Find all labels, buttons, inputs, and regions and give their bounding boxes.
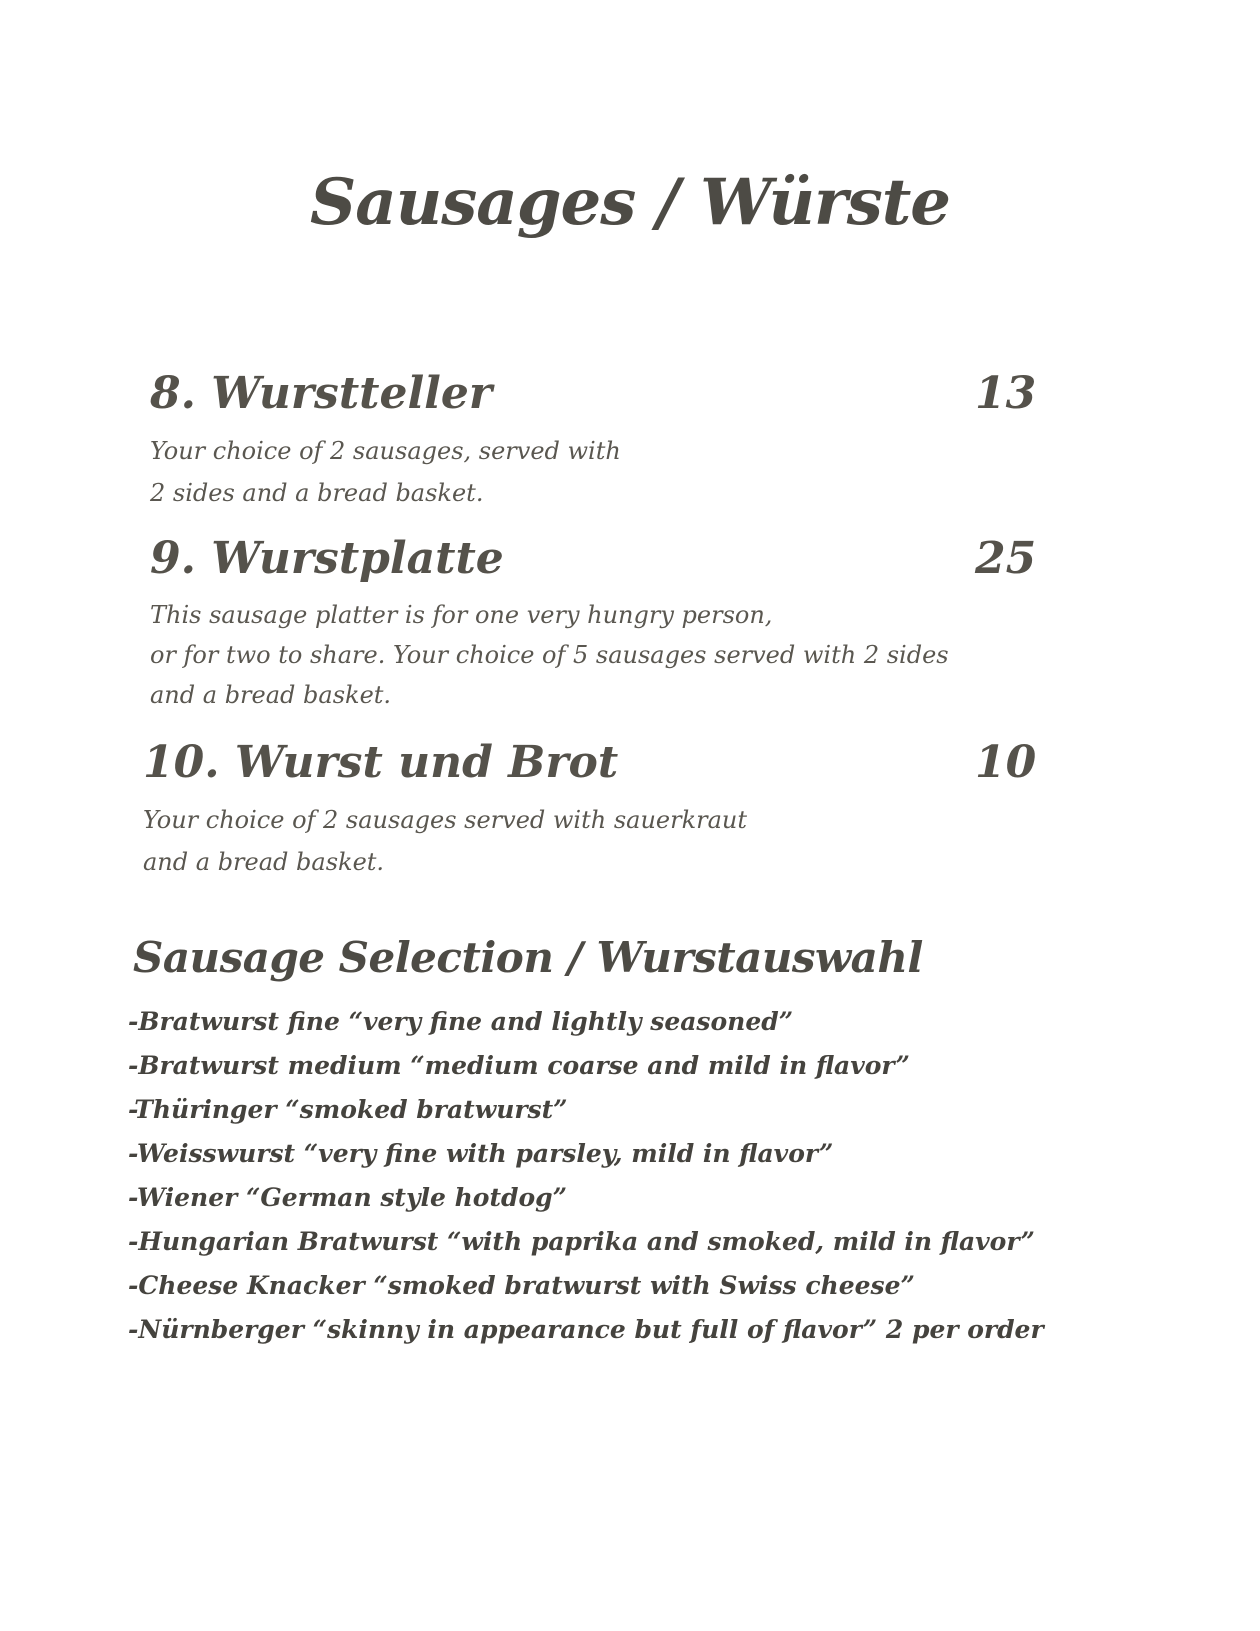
menu-item [150, 533, 1037, 715]
description-line: and a bread basket. [150, 681, 392, 709]
sausage-option: -Weisswurst “very fine with parsley, mild in flavor” [128, 1139, 834, 1168]
menu-item-price: 10 [975, 737, 1037, 788]
menu-item-description [143, 799, 1023, 883]
sausage-option: -Thüringer “smoked bratwurst” [128, 1095, 568, 1124]
menu-item-price: 13 [975, 368, 1037, 419]
menu-item-name: 9. Wurstplatte [150, 533, 504, 584]
description-line: and a bread basket. [143, 848, 385, 876]
description-line: or for two to share. Your choice of 5 sausages served with 2 sides [150, 641, 949, 669]
menu-item [143, 737, 1037, 883]
page-title: Sausages / Würste [310, 165, 950, 240]
sausage-option: -Hungarian Bratwurst “with paprika and smoked, mild in flavor” [128, 1227, 1035, 1256]
sausage-option: -Cheese Knacker “smoked bratwurst with Swiss cheese” [128, 1271, 915, 1300]
description-line: This sausage platter is for one very hungry person, [150, 601, 773, 629]
menu-item [150, 368, 1037, 514]
sausage-selection-title: Sausage Selection / Wurstauswahl [133, 933, 923, 982]
menu-item-name: 8. Wurstteller [150, 368, 493, 419]
menu-item-description [150, 595, 1030, 715]
sausage-option: -Bratwurst medium “medium coarse and mild in flavor” [128, 1051, 910, 1080]
menu-item-price: 25 [975, 533, 1037, 584]
menu-item-header [143, 737, 1037, 797]
menu-item-name: 10. Wurst und Brot [143, 737, 619, 788]
sausage-option: -Bratwurst fine “very fine and lightly seasoned” [128, 1007, 794, 1036]
menu-item-header [150, 368, 1037, 428]
description-line: Your choice of 2 sausages served with sauerkraut [143, 806, 748, 834]
description-line: 2 sides and a bread basket. [150, 479, 484, 507]
menu-item-header [150, 533, 1037, 593]
sausage-option: -Wiener “German style hotdog” [128, 1183, 568, 1212]
menu-item-description [150, 430, 1030, 514]
sausage-selection-list [128, 1000, 1044, 1352]
sausage-option: -Nürnberger “skinny in appearance but full of flavor” 2 per order [128, 1315, 1044, 1344]
description-line: Your choice of 2 sausages, served with [150, 437, 621, 465]
